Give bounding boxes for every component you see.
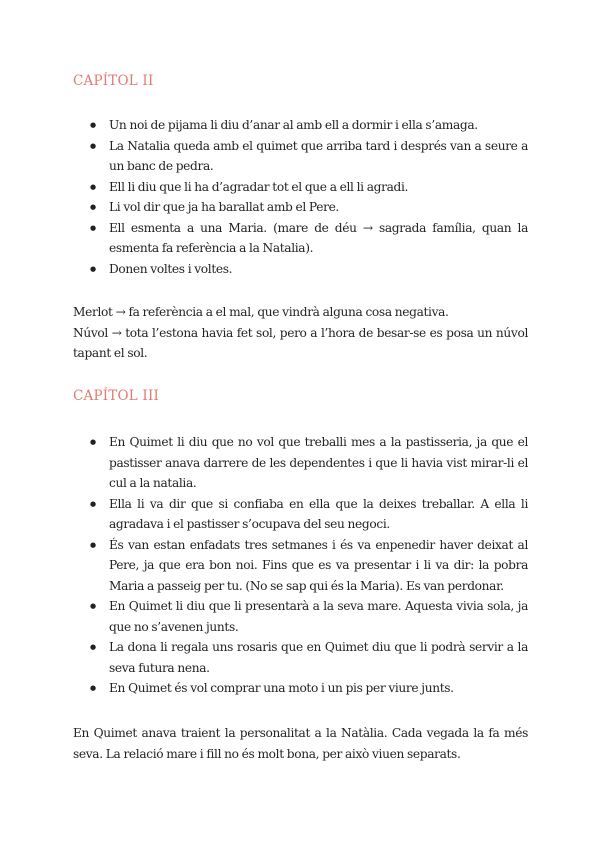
list-item: ● En Quimet li diu que li presentarà a la seva mare. Aquesta vivia sola, ja que no s’avenen junts. [73, 596, 528, 637]
list-item: ● Ell esmenta a una Maria. (mare de déu → sagrada família, quan la esmenta fa referència a la Natalia). [73, 218, 528, 259]
list-item: ● En Quimet és vol comprar una moto i un pis per viure junts. [73, 678, 528, 699]
list-item: ● Donen voltes i voltes. [73, 259, 528, 280]
note-nuvol: Núvol → tota l’estona havia fet sol, pero a l’hora de besar-se es posa un núvol tapant el sol. [73, 325, 528, 360]
list-item: ● Ell li diu que li ha d’agradar tot el que a ell li agradi. [73, 177, 528, 198]
list-item: ● És van estan enfadats tres setmanes i és va enpenedir haver deixat al Pere, ja que era bon noi. Fins que es va presentar i li va dir: la pobra Maria a passeig per tu. (No se sap qui és la Maria). Es van perdonar. [73, 535, 528, 597]
list-item: ● La dona li regala uns rosaris que en Quimet diu que li podrà servir a la seva futura nena. [73, 637, 528, 678]
chapter-3-bullet-list [73, 432, 528, 699]
chapter-3-title: CAPÍTOL III [73, 388, 160, 404]
chapter-2-bullet-list [73, 115, 528, 279]
list-item: ● Un noi de pijama li diu d’anar al amb ell a dormir i ella s’amaga. [73, 115, 528, 136]
chapter-2-symbol-notes [73, 302, 528, 364]
list-item: ● Li vol dir que ja ha barallat amb el Pere. [73, 197, 528, 218]
chapter-3-summary: En Quimet anava traient la personalitat a la Natàlia. Cada vegada la fa més seva. La relació mare i fill no és molt bona, per això viuen separats. [73, 726, 528, 761]
note-merlot: Merlot → fa referència a el mal, que vindrà alguna cosa negativa. [73, 305, 449, 319]
list-item: ● La Natalia queda amb el quimet que arriba tard i després van a seure a un banc de pedra. [73, 136, 528, 177]
chapter-2-title: CAPÍTOL II [73, 73, 154, 89]
list-item: ● En Quimet li diu que no vol que treballi mes a la pastisseria, ja que el pastisser anava darrere de les dependentes i que li havia vist mirar-li el cul a la natalia. [73, 432, 528, 494]
list-item: ● Ella li va dir que si confiaba en ella que la deixes treballar. A ella li agradava i el pastisser s’ocupava del seu negoci. [73, 494, 528, 535]
